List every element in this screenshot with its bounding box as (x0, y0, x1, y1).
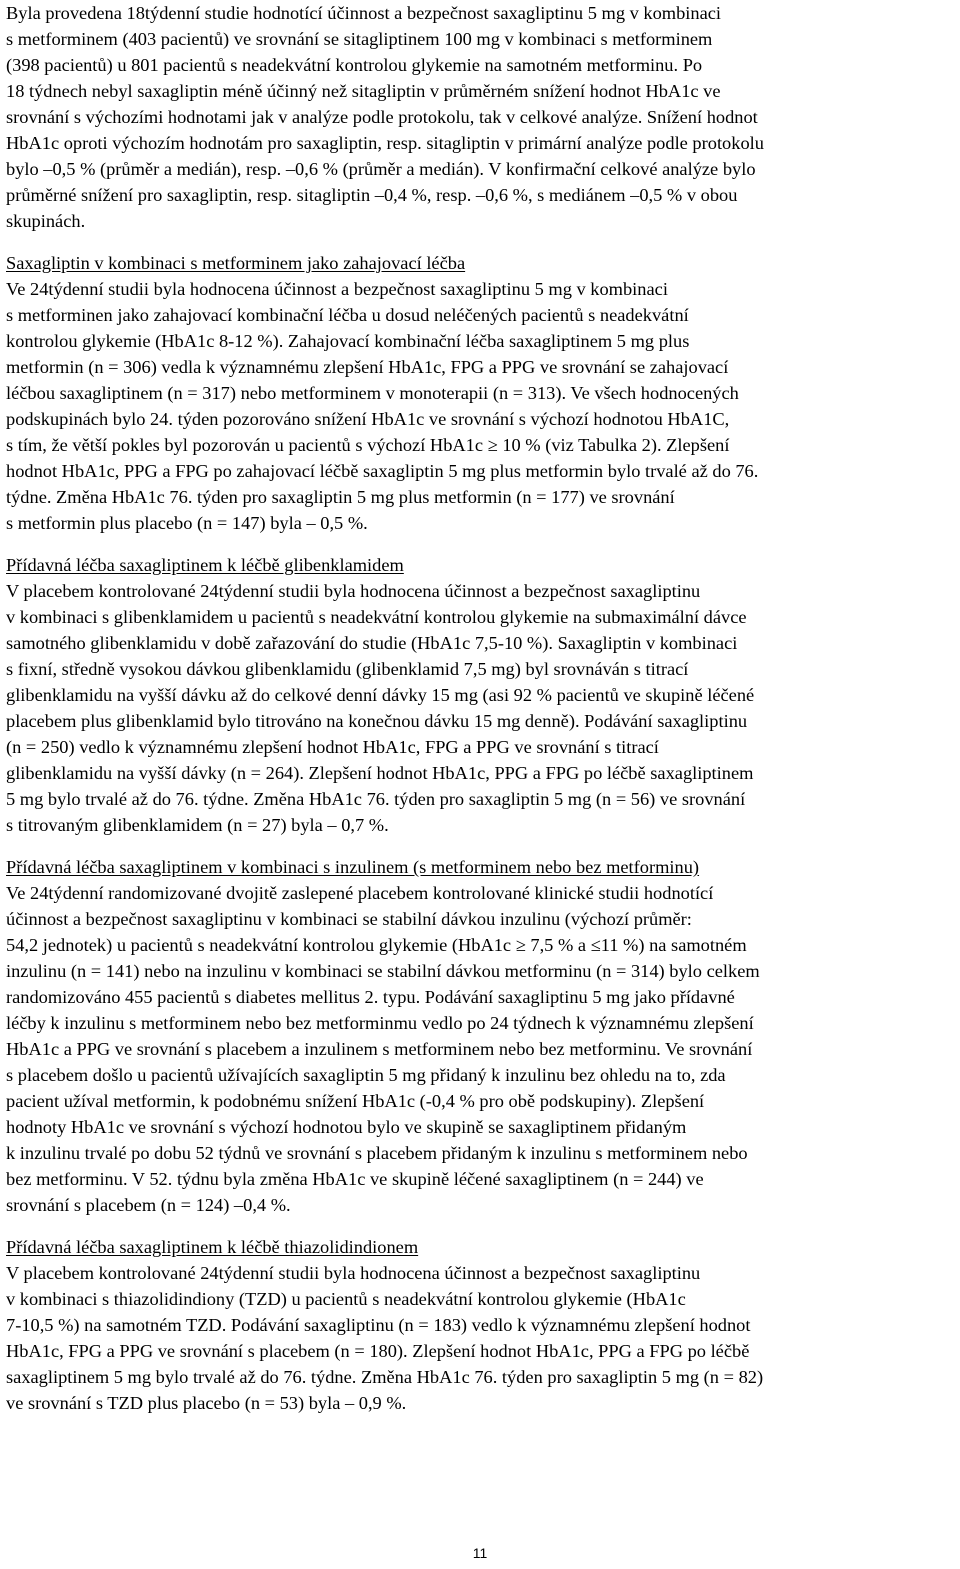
text-line: účinnost a bezpečnost saxagliptinu v kombinaci se stabilní dávkou inzulinu (výchozí průměr: (6, 909, 692, 929)
text-line: s metforminem (403 pacientů) ve srovnání se sitagliptinem 100 mg v kombinaci s metforminem (6, 29, 713, 49)
text-line: s metformin plus placebo (n = 147) byla – 0,5 %. (6, 513, 368, 533)
text-line: s titrovaným glibenklamidem (n = 27) byla – 0,7 %. (6, 815, 389, 835)
text-line: s metforminen jako zahajovací kombinační léčba u dosud neléčených pacientů s neadekvátní (6, 305, 689, 325)
text-line: průměrné snížení pro saxagliptin, resp. sitagliptin –0,4 %, resp. –0,6 %, s mediánem –0,5 % v obou (6, 185, 738, 205)
text-line: bylo –0,5 % (průměr a medián), resp. –0,6 % (průměr a medián). V konfirmační celkové analýze bylo (6, 159, 756, 179)
section-heading: Přídavná léčba saxagliptinem v kombinaci s inzulinem (s metforminem nebo bez metforminu) (6, 857, 700, 877)
text-line: k inzulinu trvalé po dobu 52 týdnů ve srovnání s placebem přidaným k inzulinu s metforminem nebo (6, 1143, 748, 1163)
page-number: 11 (472, 1545, 488, 1561)
text-line: HbA1c oproti výchozím hodnotám pro saxagliptin, resp. sitagliptin v primární analýze podle protokolu (6, 133, 764, 153)
text-line: srovnání s placebem (n = 124) –0,4 %. (6, 1195, 291, 1215)
text-line: V placebem kontrolované 24týdenní studii byla hodnocena účinnost a bezpečnost saxagliptinu (6, 581, 701, 601)
section-heading: Saxagliptin v kombinaci s metforminem jako zahajovací léčba (6, 253, 466, 273)
text-line: glibenklamidu na vyšší dávku až do celkové denní dávky 15 mg (asi 92 % pacientů ve skupině léčené (6, 685, 755, 705)
text-line: (n = 250) vedlo k významnému zlepšení hodnot HbA1c, FPG a PPG ve srovnání s titrací (6, 737, 659, 757)
text-line: saxagliptinem 5 mg bylo trvalé až do 76. týdne. Změna HbA1c 76. týden pro saxagliptin 5 mg (n = 82) (6, 1367, 764, 1387)
text-line: Byla provedena 18týdenní studie hodnotící účinnost a bezpečnost saxagliptinu 5 mg v kombinaci (6, 3, 722, 23)
text-line: metformin (n = 306) vedla k významnému zlepšení HbA1c, FPG a PPG ve srovnání se zahajovací (6, 357, 729, 377)
text-line: 7-10,5 %) na samotném TZD. Podávání saxagliptinu (n = 183) vedlo k významnému zlepšení hodnot (6, 1315, 751, 1335)
text-line: týdne. Změna HbA1c 76. týden pro saxagliptin 5 mg plus metformin (n = 177) ve srovnání (6, 487, 675, 507)
text-line: v kombinaci s glibenklamidem u pacientů s neadekvátní kontrolou glykemie na submaximální dávce (6, 607, 747, 627)
section-heading: Přídavná léčba saxagliptinem k léčbě glibenklamidem (6, 555, 404, 575)
text-line: kontrolou glykemie (HbA1c 8-12 %). Zahajovací kombinační léčba saxagliptinem 5 mg plus (6, 331, 690, 351)
text-line: HbA1c, FPG a PPG ve srovnání s placebem (n = 180). Zlepšení hodnot HbA1c, PPG a FPG po léčbě (6, 1341, 750, 1361)
section-thiazolidinedione (6, 1234, 956, 1416)
text-line: ve srovnání s TZD plus placebo (n = 53) byla – 0,9 %. (6, 1393, 407, 1413)
intro-paragraph (6, 0, 956, 234)
text-line: 54,2 jednotek) u pacientů s neadekvátní kontrolou glykemie (HbA1c ≥ 7,5 % a ≤11 %) na samotném (6, 935, 747, 955)
text-line: léčbou saxagliptinem (n = 317) nebo metforminem v monoterapii (n = 313). Ve všech hodnocených (6, 383, 739, 403)
text-line: hodnoty HbA1c ve srovnání s výchozí hodnotou bylo ve skupině se saxagliptinem přidaným (6, 1117, 687, 1137)
text-line: randomizováno 455 pacientů s diabetes mellitus 2. typu. Podávání saxagliptinu 5 mg jako přídavné (6, 987, 735, 1007)
text-line: 18 týdnech nebyl saxagliptin méně účinný než sitagliptin v průměrném snížení hodnot HbA1c ve (6, 81, 721, 101)
text-line: glibenklamidu na vyšší dávky (n = 264). Zlepšení hodnot HbA1c, PPG a FPG po léčbě saxagliptinem (6, 763, 754, 783)
text-line: léčby k inzulinu s metforminem nebo bez metforminmu vedlo po 24 týdnech k významnému zlepšení (6, 1013, 754, 1033)
text-line: s fixní, středně vysokou dávkou glibenklamidu (glibenklamid 7,5 mg) byl srovnáván s titrací (6, 659, 689, 679)
section-glibenclamide (6, 552, 956, 838)
text-line: pacient užíval metformin, k podobnému snížení HbA1c (-0,4 % pro obě podskupiny). Zlepšení (6, 1091, 705, 1111)
document-page (6, 0, 956, 1416)
text-line: (398 pacientů) u 801 pacientů s neadekvátní kontrolou glykemie na samotném metforminu. Po (6, 55, 703, 75)
section-insulin (6, 854, 956, 1218)
section-heading: Přídavná léčba saxagliptinem k léčbě thiazolidindionem (6, 1237, 419, 1257)
section-initial-combination (6, 250, 956, 536)
text-line: s placebem došlo u pacientů užívajících saxagliptin 5 mg přidaný k inzulinu bez ohledu na to, zda (6, 1065, 726, 1085)
text-line: skupinách. (6, 211, 86, 231)
text-line: Ve 24týdenní studii byla hodnocena účinnost a bezpečnost saxagliptinu 5 mg v kombinaci (6, 279, 668, 299)
text-line: samotného glibenklamidu v době zařazování do studie (HbA1c 7,5-10 %). Saxagliptin v kombinaci (6, 633, 738, 653)
text-line: v kombinaci s thiazolidindiony (TZD) u pacientů s neadekvátní kontrolou glykemie (HbA1c (6, 1289, 686, 1309)
text-line: s tím, že větší pokles byl pozorován u pacientů s výchozí HbA1c ≥ 10 % (viz Tabulka 2). Zlepšení (6, 435, 730, 455)
text-line: srovnání s výchozími hodnotami jak v analýze podle protokolu, tak v celkové analýze. Snížení hodnot (6, 107, 758, 127)
text-line: bez metforminu. V 52. týdnu byla změna HbA1c ve skupině léčené saxagliptinem (n = 244) ve (6, 1169, 704, 1189)
text-line: 5 mg bylo trvalé až do 76. týdne. Změna HbA1c 76. týden pro saxagliptin 5 mg (n = 56) ve srovnání (6, 789, 746, 809)
text-line: inzulinu (n = 141) nebo na inzulinu v kombinaci se stabilní dávkou metforminu (n = 314) bylo celkem (6, 961, 760, 981)
text-line: placebem plus glibenklamid bylo titrováno na konečnou dávku 15 mg denně). Podávání saxagliptinu (6, 711, 748, 731)
text-line: hodnot HbA1c, PPG a FPG po zahajovací léčbě saxagliptin 5 mg plus metformin bylo trvalé až do 76. (6, 461, 759, 481)
text-line: HbA1c a PPG ve srovnání s placebem a inzulinem s metforminem nebo bez metforminu. Ve srovnání (6, 1039, 753, 1059)
text-line: podskupinách bylo 24. týden pozorováno snížení HbA1c ve srovnání s výchozí hodnotou HbA1C, (6, 409, 730, 429)
text-line: Ve 24týdenní randomizované dvojitě zaslepené placebem kontrolované klinické studii hodnotící (6, 883, 714, 903)
text-line: V placebem kontrolované 24týdenní studii byla hodnocena účinnost a bezpečnost saxagliptinu (6, 1263, 701, 1283)
